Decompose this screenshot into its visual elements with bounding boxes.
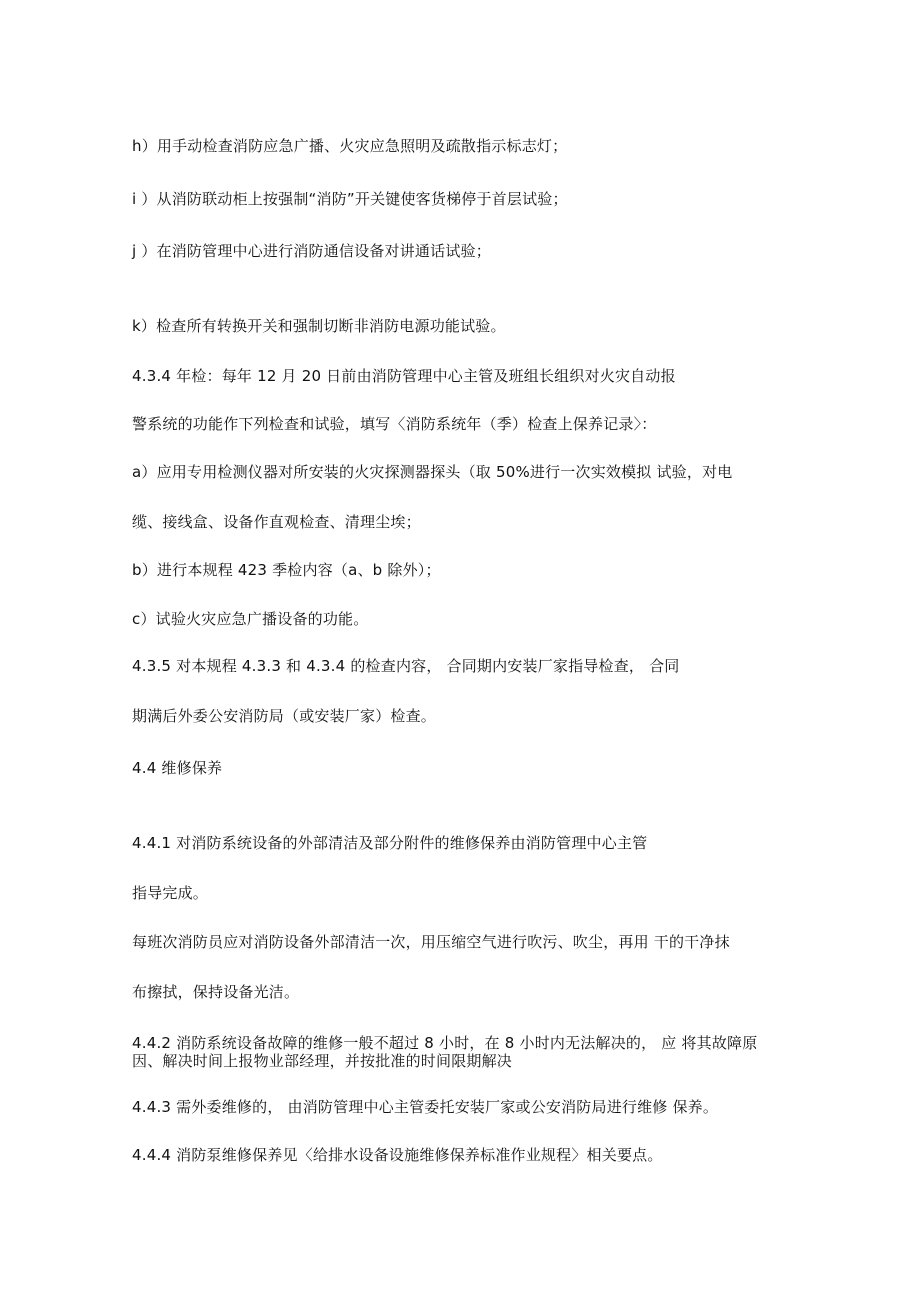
section-4-4-1-cont: 指导完成。 (132, 884, 209, 902)
cleaning-paragraph: 每班次消防员应对消防设备外部清洁一次，用压缩空气进行吹污、吹尘，再用 干的干净抹 (132, 933, 730, 951)
item-i: i ）从消防联动柜上按强制“消防”开关键使客货梯停于首层试验； (132, 190, 568, 208)
section-4-3-5: 4.3.5 对本规程 4.3.3 和 4.3.4 的检查内容， 合同期内安装厂家指导检查， 合同 (132, 657, 680, 675)
section-4-3-5-cont: 期满后外委公安消防局（或安装厂家）检查。 (132, 707, 437, 725)
section-4-3-4-cont: 警系统的功能作下列检查和试验，填写〈消防系统年（季）检查上保养记录〉： (132, 415, 657, 433)
section-4-4-3: 4.4.3 需外委维修的， 由消防管理中心主管委托安装厂家或公安消防局进行维修 保养。 (132, 1098, 719, 1116)
section-4-4-4: 4.4.4 消防泵维修保养见〈给排水设备设施维修保养标准作业规程〉相关要点。 (132, 1146, 663, 1164)
section-4-4-2: 4.4.2 消防系统设备故障的维修一般不超过 8 小时，在 8 小时内无法解决的， 应 将其故障原因、解决时间上报物业部经理，并按批准的时间限期解决 (132, 1034, 758, 1070)
item-h: h）用手动检查消防应急广播、火灾应急照明及疏散指示标志灯； (132, 137, 568, 155)
item-j: j ）在消防管理中心进行消防通信设备对讲通话试验； (132, 242, 491, 260)
section-4-4-heading: 4.4 维修保养 (132, 759, 223, 777)
cleaning-paragraph-cont: 布擦拭，保持设备光洁。 (132, 983, 300, 1001)
item-a-cont: 缆、接线盒、设备作直观检查、清理尘埃； (132, 513, 421, 531)
item-a: a）应用专用检测仪器对所安装的火灾探测器探头（取 50%进行一次实效模拟 试验，对电 (132, 463, 733, 481)
item-c: c）试验火灾应急广播设备的功能。 (132, 610, 369, 628)
section-4-3-4: 4.3.4 年检：每年 12 月 20 日前由消防管理中心主管及班组长组织对火灾自动报 (132, 367, 676, 385)
section-4-4-1: 4.4.1 对消防系统设备的外部清洁及部分附件的维修保养由消防管理中心主管 (132, 834, 648, 852)
item-b: b）进行本规程 423 季检内容（a、b 除外）； (132, 561, 441, 579)
item-k: k）检查所有转换开关和强制切断非消防电源功能试验。 (132, 317, 506, 335)
